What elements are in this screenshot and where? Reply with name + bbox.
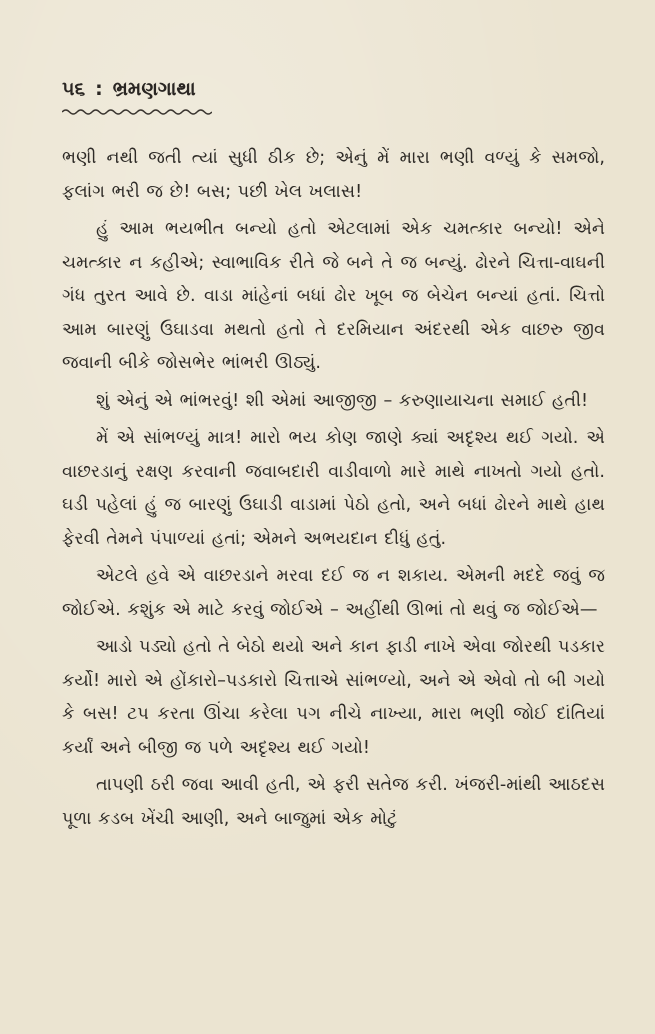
paragraph-1: ભણી નથી જતી ત્યાં સુધી ઠીક છે; એનું મેં મારા ભણી વળ્યું કે સમજો, ફલાંગ ભરી જ છે! બસ; પછી ખેલ ખલાસ! bbox=[62, 148, 605, 202]
page-number: ૫૬ bbox=[62, 78, 86, 100]
paragraph-4: મેં એ સાંભળ્યું માત્ર! મારો ભય કોણ જાણે ક્યાં અદૃશ્ય થઈ ગયો. એ વાછરડાનું રક્ષણ કરવાની જવાબદારી વાડીવાળો મારે માથે નાખતો ગયો હતો. ઘડી પહેલાં હું જ બારણું ઉઘાડી વાડામાં પેઠો હતો, અને બધાં ઢોરને માથે હાથ ફેરવી તેમને પંપાળ્યાં હતાં; એમને અભયદાન દીધું હતું. bbox=[62, 428, 605, 549]
paragraph-6: આડો પડ્યો હતો તે બેઠો થયો અને કાન ફાડી નાખે એવા જોરથી પડકાર કર્યો! મારો એ હોંકારો–પડકારો ચિત્તાએ સાંભળ્યો, અને એ એવો તો બી ગયો કે બસ! ટપ કરતા ઊંચા કરેલા પગ નીચે નાખ્યા, મારા ભણી જોઈ દાંતિયાં કર્યાં અને બીજી જ પળે અદૃશ્ય થઈ ગયો! bbox=[62, 637, 605, 758]
running-header bbox=[62, 78, 605, 100]
paragraph-5: એટલે હવે એ વાછરડાને મરવા દઈ જ ન શકાય. એમની મદદે જવું જ જોઈએ. કશુંક એ માટે કરવું જોઈએ – અહીંથી ઊભાં તો થવું જ જોઈએ— bbox=[62, 566, 605, 620]
wavy-underline-icon bbox=[62, 108, 212, 116]
header-separator: : bbox=[95, 78, 103, 100]
paragraph-3: શું એનું એ ભાંભરવું! શી એમાં આજીજી – કરુણાયાચના સમાઈ હતી! bbox=[96, 390, 589, 411]
paragraph-7: તાપણી ઠરી જવા આવી હતી, એ ફરી સતેજ કરી. ખંજરી-માંથી આઠદસ પૂળા કડબ ખેંચી આણી, અને બાજુમાં એક મોટું bbox=[62, 775, 605, 829]
paragraph-2: હું આમ ભયભીત બન્યો હતો એટલામાં એક ચમત્કાર બન્યો! એને ચમત્કાર ન કહીએ; સ્વાભાવિક રીતે જે બને તે જ બન્યું. ઢોરને ચિત્તા-વાઘની ગંધ તુરત આવે છે. વાડા માંહેનાં બધાં ઢોર ખૂબ જ બેચેન બન્યાં હતાં. ચિત્તો આમ બારણું ઉઘાડવા મથતો હતો તે દરમિયાન અંદરથી એક વાછરુ જીવ જવાની બીકે જોસભેર ભાંભરી ઊઠ્યું. bbox=[62, 219, 605, 373]
book-title: ભ્રમણગાથા bbox=[112, 78, 196, 100]
